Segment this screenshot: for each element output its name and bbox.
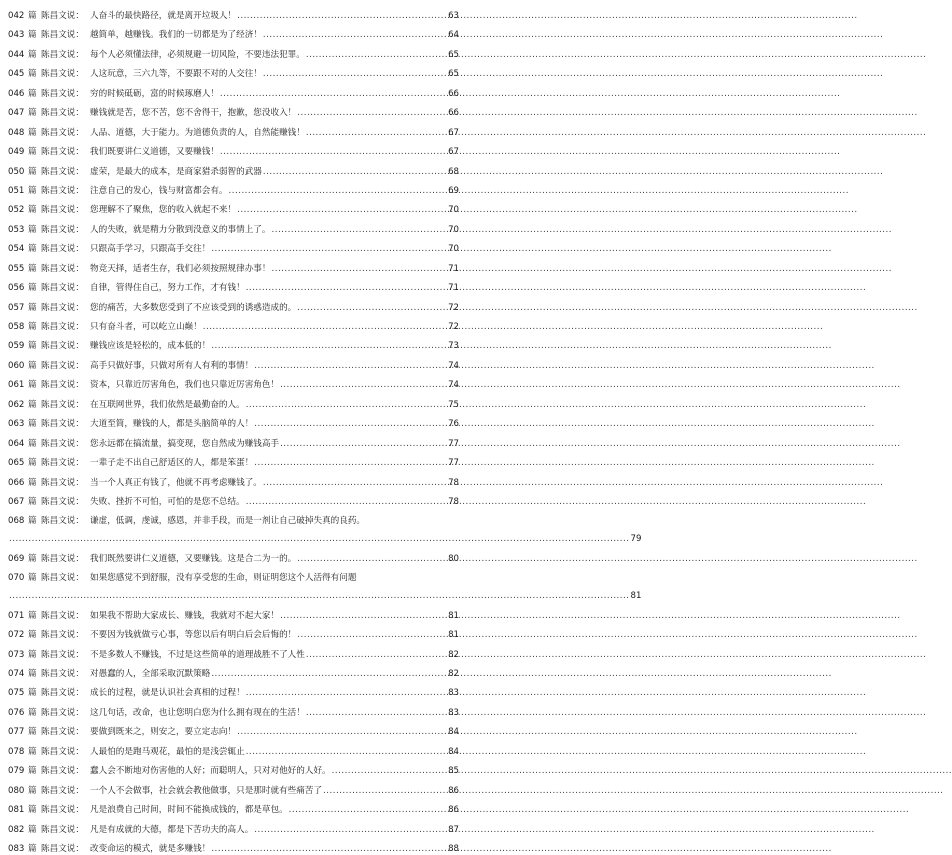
entry-author: 陈昌文说： <box>41 380 84 391</box>
entry-page-number: 67 <box>448 127 459 138</box>
entry-number: 068 <box>8 516 25 527</box>
entry-title: 这几句话，改命，也让您明白您为什么拥有现在的生活！ <box>90 707 305 718</box>
entry-title: 我们既要讲仁义道德，又要赚钱！ <box>90 147 219 158</box>
entry-page-number: 68 <box>448 166 459 177</box>
entry-page-number: 84 <box>448 727 459 738</box>
entry-author: 陈昌文说： <box>41 688 84 699</box>
toc-entry[interactable] <box>8 10 459 22</box>
entry-page-number: 65 <box>448 49 459 60</box>
entry-title: 如果您感觉不到舒服，没有享受您的生命，则证明您这个人活得有问题 <box>90 573 357 584</box>
entry-number: 064 <box>8 438 25 449</box>
entry-number: 045 <box>8 69 25 80</box>
entry-chapter-marker: 篇 <box>28 127 37 138</box>
entry-page-number: 82 <box>448 669 459 679</box>
entry-author: 陈昌文说： <box>41 477 84 488</box>
entry-page-number: 66 <box>448 108 459 119</box>
toc-entry[interactable] <box>8 107 459 119</box>
entry-author: 陈昌文说： <box>41 458 84 469</box>
dot-leader <box>254 418 446 430</box>
entry-number: 083 <box>8 843 25 854</box>
toc-entry[interactable] <box>8 687 459 699</box>
dot-leader <box>237 726 446 738</box>
dot-leader <box>229 185 446 197</box>
entry-number: 081 <box>8 805 25 816</box>
entry-title: 凡是有成就的大德，都是下苦功夫的高人。 <box>90 824 254 835</box>
dot-leader <box>297 553 446 565</box>
entry-title: 您永远都在搞流量，搞变现，您自然成为赚钱高手 <box>90 438 280 449</box>
entry-author: 陈昌文说： <box>41 669 84 679</box>
entry-page-number: 88 <box>448 843 459 854</box>
toc-entry[interactable] <box>8 629 459 641</box>
entry-chapter-marker: 篇 <box>28 477 37 488</box>
entry-title: 自律，管得住自己，努力工作，才有钱！ <box>90 283 245 294</box>
entry-title: 对愚蠢的人，全部采取沉默策略 <box>90 669 211 679</box>
entry-chapter-marker: 篇 <box>28 553 37 564</box>
dot-leader <box>246 687 446 699</box>
entry-chapter-marker: 篇 <box>28 244 37 255</box>
toc-list <box>8 610 459 855</box>
entry-title: 虚荣，是最大的成本，是商家猎杀弱智的武器 <box>90 166 262 177</box>
entry-page-number: 69 <box>448 185 459 196</box>
entry-number: 053 <box>8 224 25 235</box>
dot-leader <box>9 533 630 545</box>
entry-chapter-marker: 篇 <box>28 805 37 816</box>
entry-title: 赚钱应该是轻松的，成本低的！ <box>90 341 211 352</box>
entry-author: 陈昌文说： <box>41 496 84 507</box>
entry-page-number: 67 <box>448 147 459 158</box>
dot-leader <box>254 824 446 836</box>
entry-title: 人品、道德，大于能力。为道德负责的人，自然能赚钱！ <box>90 127 305 138</box>
toc-entry[interactable] <box>8 553 459 565</box>
entry-page-number: 64 <box>448 30 459 41</box>
entry-title: 不要因为钱就做亏心事，等您以后有明白后会后悔的！ <box>90 630 297 641</box>
entry-page-number: 71 <box>448 283 459 294</box>
entry-page-number: 74 <box>448 380 459 391</box>
entry-author: 陈昌文说： <box>41 746 84 757</box>
entry-page-number: 70 <box>448 224 459 235</box>
entry-number: 057 <box>8 302 25 313</box>
entry-chapter-marker: 篇 <box>28 166 37 177</box>
entry-number: 059 <box>8 341 25 352</box>
entry-page-number: 78 <box>448 477 459 488</box>
dot-leader <box>306 49 446 61</box>
entry-author: 陈昌文说： <box>41 147 84 158</box>
entry-page-number: 78 <box>448 496 459 507</box>
entry-page-number: 73 <box>448 341 459 352</box>
entry-title: 在互联网世界，我们依然是最勤奋的人。 <box>90 399 245 410</box>
toc-list <box>8 10 459 508</box>
entry-page-number: 70 <box>448 244 459 255</box>
entry-number: 069 <box>8 553 25 564</box>
entry-title: 物竞天择，适者生存，我们必须按照规律办事！ <box>90 263 271 274</box>
toc-entry[interactable] <box>8 224 459 236</box>
toc-list-wrapped <box>8 515 642 545</box>
entry-title: 每个人必须懂法律，必须规避一切风险，不要违法犯罪。 <box>90 49 305 60</box>
entry-page-number: 86 <box>448 785 459 796</box>
entry-page-number: 72 <box>448 322 459 332</box>
dot-leader <box>9 590 630 602</box>
entry-number: 074 <box>8 669 25 679</box>
entry-author: 陈昌文说： <box>41 341 84 352</box>
toc-entry[interactable] <box>8 785 459 797</box>
entry-author: 陈昌文说： <box>41 185 84 196</box>
entry-page-number: 70 <box>448 205 459 216</box>
entry-author: 陈昌文说： <box>41 843 84 854</box>
entry-author: 陈昌文说： <box>41 707 84 718</box>
dot-leader <box>211 340 446 352</box>
dot-leader <box>323 785 446 797</box>
dot-leader <box>271 224 446 236</box>
toc-entry[interactable] <box>8 263 459 275</box>
entry-number: 066 <box>8 477 25 488</box>
entry-page-number: 79 <box>630 534 642 545</box>
entry-author: 陈昌文说： <box>41 224 84 235</box>
entry-author: 陈昌文说： <box>41 322 84 332</box>
toc-entry[interactable] <box>8 765 459 777</box>
entry-title: 不是多数人不赚钱，不过是这些简单的道理战胜不了人性 <box>90 649 305 660</box>
toc-entry[interactable] <box>8 127 459 139</box>
entry-number: 067 <box>8 496 25 507</box>
entry-title: 人奋斗的最快路径，就是离开垃圾人！ <box>90 11 237 21</box>
dot-leader <box>280 610 446 622</box>
toc-entry[interactable] <box>8 726 459 738</box>
entry-chapter-marker: 篇 <box>28 399 37 410</box>
toc-entry[interactable] <box>8 457 459 469</box>
entry-number: 076 <box>8 707 25 718</box>
entry-number: 043 <box>8 30 25 41</box>
entry-number: 079 <box>8 766 25 777</box>
dot-leader <box>263 477 446 489</box>
toc-entry[interactable] <box>8 29 459 41</box>
entry-chapter-marker: 篇 <box>28 185 37 196</box>
entry-page-number: 63 <box>448 11 459 21</box>
dot-leader <box>306 649 446 661</box>
entry-number: 052 <box>8 205 25 216</box>
entry-author: 陈昌文说： <box>41 553 84 564</box>
entry-chapter-marker: 篇 <box>28 610 37 621</box>
entry-title: 高手只做好事，只做对所有人有利的事情！ <box>90 360 254 371</box>
entry-chapter-marker: 篇 <box>28 516 37 527</box>
entry-page-number: 83 <box>448 688 459 699</box>
toc-entry[interactable] <box>8 399 459 411</box>
dot-leader <box>280 438 446 450</box>
dot-leader <box>254 360 446 372</box>
entry-page-number: 87 <box>448 824 459 835</box>
entry-chapter-marker: 篇 <box>28 360 37 371</box>
entry-number: 046 <box>8 88 25 99</box>
toc-entry[interactable] <box>8 843 459 855</box>
toc-entry[interactable] <box>8 243 459 255</box>
dot-leader <box>263 29 446 41</box>
entry-author: 陈昌文说： <box>41 766 84 777</box>
toc-entry[interactable] <box>8 360 459 372</box>
entry-number: 054 <box>8 244 25 255</box>
toc-entry[interactable] <box>8 477 459 489</box>
dot-leader <box>297 629 446 641</box>
entry-author: 陈昌文说： <box>41 360 84 371</box>
entry-title: 人这玩意，三六九等，不要跟不对的人交往！ <box>90 69 262 80</box>
entry-number: 070 <box>8 573 25 584</box>
entry-title: 当一个人真正有钱了，他就不再考虑赚钱了。 <box>90 477 262 488</box>
entry-title: 凡是浪费自己时间，时间不能换成钱的，都是草包。 <box>90 805 288 816</box>
entry-number: 049 <box>8 147 25 158</box>
entry-number: 063 <box>8 419 25 430</box>
entry-chapter-marker: 篇 <box>28 224 37 235</box>
dot-leader <box>263 68 446 80</box>
entry-page-number: 82 <box>448 649 459 660</box>
toc-entry[interactable] <box>8 185 459 197</box>
dot-leader <box>237 10 446 22</box>
toc-entry[interactable] <box>8 166 459 178</box>
entry-chapter-marker: 篇 <box>28 322 37 332</box>
entry-title: 谦虚，低调，虔诚，感恩，并非手段，而是一剂让自己破掉失真的良药。 <box>90 516 366 527</box>
entry-chapter-marker: 篇 <box>28 766 37 777</box>
entry-page-number: 74 <box>448 360 459 371</box>
toc-entry[interactable] <box>8 649 459 661</box>
entry-chapter-marker: 篇 <box>28 11 37 21</box>
dot-leader <box>203 321 446 333</box>
toc-entry[interactable] <box>8 379 459 391</box>
entry-author: 陈昌文说： <box>41 419 84 430</box>
toc-entry[interactable] <box>8 668 459 680</box>
entry-chapter-marker: 篇 <box>28 419 37 430</box>
entry-number: 080 <box>8 785 25 796</box>
toc-entry[interactable] <box>8 804 459 816</box>
entry-title: 失败、挫折不可怕，可怕的是您不总结。 <box>90 496 245 507</box>
entry-author: 陈昌文说： <box>41 630 84 641</box>
entry-page-number: 84 <box>448 746 459 757</box>
dot-leader <box>246 282 446 294</box>
dot-leader <box>246 746 446 758</box>
entry-page-number: 65 <box>448 69 459 80</box>
dot-leader <box>254 457 446 469</box>
toc-entry[interactable] <box>8 707 459 719</box>
dot-leader <box>220 146 446 158</box>
entry-number: 075 <box>8 688 25 699</box>
toc-entry[interactable] <box>8 610 459 622</box>
entry-chapter-marker: 篇 <box>28 108 37 119</box>
entry-author: 陈昌文说： <box>41 283 84 294</box>
entry-number: 073 <box>8 649 25 660</box>
entry-chapter-marker: 篇 <box>28 302 37 313</box>
entry-author: 陈昌文说： <box>41 263 84 274</box>
entry-page-number: 66 <box>448 88 459 99</box>
entry-chapter-marker: 篇 <box>28 283 37 294</box>
entry-title: 只跟高手学习，只跟高手交往！ <box>90 244 211 255</box>
toc-entry[interactable] <box>8 302 459 314</box>
entry-number: 056 <box>8 283 25 294</box>
entry-page-number: 83 <box>448 707 459 718</box>
entry-title: 改变命运的模式，就是多赚钱！ <box>90 843 211 854</box>
entry-page-number: 77 <box>448 458 459 469</box>
toc-entry[interactable] <box>8 746 459 758</box>
entry-number: 044 <box>8 49 25 60</box>
entry-author: 陈昌文说： <box>41 399 84 410</box>
entry-title: 人的失败，就是精力分散到没意义的事情上了。 <box>90 224 271 235</box>
toc-entry[interactable] <box>8 88 459 100</box>
toc-list <box>8 553 459 565</box>
entry-title: 越简单，越赚钱。我们的一切都是为了经济！ <box>90 30 262 41</box>
entry-author: 陈昌文说： <box>41 88 84 99</box>
entry-author: 陈昌文说： <box>41 49 84 60</box>
entry-author: 陈昌文说： <box>41 127 84 138</box>
toc-entry[interactable] <box>8 438 459 450</box>
toc-entry[interactable] <box>8 146 459 158</box>
entry-page-number: 77 <box>448 438 459 449</box>
toc-list-wrapped <box>8 572 642 602</box>
entry-number: 055 <box>8 263 25 274</box>
entry-chapter-marker: 篇 <box>28 49 37 60</box>
entry-title: 您理解不了聚焦，您的收入就起不来！ <box>90 205 237 216</box>
entry-number: 060 <box>8 360 25 371</box>
entry-title: 只有奋斗者，可以屹立山巅！ <box>90 322 202 332</box>
entry-page-number: 86 <box>448 805 459 816</box>
entry-number: 061 <box>8 380 25 391</box>
dot-leader <box>271 263 446 275</box>
entry-title: 资本，只靠近厉害角色，我们也只靠近厉害角色！ <box>90 380 280 391</box>
entry-title: 大道至简，赚钱的人，都是头脑简单的人！ <box>90 419 254 430</box>
dot-leader <box>211 668 446 680</box>
entry-number: 071 <box>8 610 25 621</box>
toc-entry[interactable] <box>8 418 459 430</box>
toc-entry[interactable] <box>8 340 459 352</box>
entry-number: 050 <box>8 166 25 177</box>
entry-author: 陈昌文说： <box>41 573 84 584</box>
entry-chapter-marker: 篇 <box>28 496 37 507</box>
entry-author: 陈昌文说： <box>41 438 84 449</box>
entry-title: 成长的过程，就是认识社会真相的过程！ <box>90 688 245 699</box>
entry-author: 陈昌文说： <box>41 785 84 796</box>
entry-page-number: 75 <box>448 399 459 410</box>
entry-chapter-marker: 篇 <box>28 263 37 274</box>
entry-author: 陈昌文说： <box>41 649 84 660</box>
entry-chapter-marker: 篇 <box>28 438 37 449</box>
entry-title: 穷的时候砥砺，富的时候琢磨人！ <box>90 88 219 99</box>
entry-page-number: 72 <box>448 302 459 313</box>
toc-entry[interactable] <box>8 68 459 80</box>
entry-number: 077 <box>8 727 25 738</box>
entry-number: 082 <box>8 824 25 835</box>
dot-leader <box>211 243 446 255</box>
entry-chapter-marker: 篇 <box>28 341 37 352</box>
entry-title: 要做到既来之，则安之，要立定志向！ <box>90 727 237 738</box>
entry-title: 蠢人会不断地对伤害他的人好；而聪明人，只对对他好的人好。 <box>90 766 331 777</box>
dot-leader <box>246 399 446 411</box>
entry-chapter-marker: 篇 <box>28 649 37 660</box>
dot-leader <box>237 204 446 216</box>
entry-chapter-marker: 篇 <box>28 205 37 216</box>
entry-chapter-marker: 篇 <box>28 380 37 391</box>
dot-leader <box>211 843 446 855</box>
dot-leader <box>297 107 446 119</box>
entry-author: 陈昌文说： <box>41 69 84 80</box>
dot-leader <box>306 707 446 719</box>
dot-leader <box>297 302 446 314</box>
entry-chapter-marker: 篇 <box>28 746 37 757</box>
entry-chapter-marker: 篇 <box>28 727 37 738</box>
entry-chapter-marker: 篇 <box>28 824 37 835</box>
toc-entry[interactable] <box>8 515 642 545</box>
entry-page-number: 80 <box>448 553 459 564</box>
entry-title: 如果我不帮助大家成长、赚钱，我就对不起大家！ <box>90 610 280 621</box>
entry-title: 注意自己的发心，钱与财富都会有。 <box>90 185 228 196</box>
entry-chapter-marker: 篇 <box>28 147 37 158</box>
entry-chapter-marker: 篇 <box>28 88 37 99</box>
entry-author: 陈昌文说： <box>41 108 84 119</box>
dot-leader <box>263 166 446 178</box>
entry-number: 047 <box>8 108 25 119</box>
entry-page-number: 76 <box>448 419 459 430</box>
entry-chapter-marker: 篇 <box>28 669 37 679</box>
dot-leader <box>246 496 446 508</box>
entry-author: 陈昌文说： <box>41 727 84 738</box>
entry-author: 陈昌文说： <box>41 244 84 255</box>
entry-page-number: 81 <box>448 630 459 641</box>
entry-number: 048 <box>8 127 25 138</box>
entry-chapter-marker: 篇 <box>28 630 37 641</box>
toc-entry[interactable] <box>8 824 459 836</box>
entry-chapter-marker: 篇 <box>28 688 37 699</box>
entry-author: 陈昌文说： <box>41 11 84 21</box>
dot-leader <box>289 804 446 816</box>
entry-title: 一个人不会做事，社会就会教他做事，只是那时就有些痛苦了 <box>90 785 323 796</box>
entry-chapter-marker: 篇 <box>28 843 37 854</box>
entry-author: 陈昌文说： <box>41 166 84 177</box>
entry-author: 陈昌文说： <box>41 302 84 313</box>
toc-entry[interactable] <box>8 204 459 216</box>
entry-author: 陈昌文说： <box>41 805 84 816</box>
dot-leader <box>306 127 446 139</box>
entry-author: 陈昌文说： <box>41 824 84 835</box>
dot-leader <box>280 379 446 391</box>
entry-title: 我们既然要讲仁义道德，又要赚钱。这是合二为一的。 <box>90 553 297 564</box>
entry-author: 陈昌文说： <box>41 610 84 621</box>
entry-title: 一辈子走不出自己舒适区的人，都是笨蛋！ <box>90 458 254 469</box>
toc-entry[interactable] <box>8 282 459 294</box>
entry-chapter-marker: 篇 <box>28 30 37 41</box>
entry-page-number: 71 <box>448 263 459 274</box>
entry-number: 065 <box>8 458 25 469</box>
dot-leader <box>220 88 446 100</box>
toc-entry[interactable] <box>8 321 459 333</box>
toc-entry[interactable] <box>8 496 459 508</box>
entry-number: 078 <box>8 746 25 757</box>
entry-chapter-marker: 篇 <box>28 707 37 718</box>
entry-title: 赚钱就是苦，您不苦，您不舍得干，抱歉，您没收入！ <box>90 108 297 119</box>
entry-number: 072 <box>8 630 25 641</box>
entry-chapter-marker: 篇 <box>28 458 37 469</box>
entry-chapter-marker: 篇 <box>28 69 37 80</box>
toc-entry[interactable] <box>8 49 459 61</box>
dot-leader <box>332 765 446 777</box>
entry-page-number: 81 <box>448 610 459 621</box>
entry-chapter-marker: 篇 <box>28 785 37 796</box>
entry-author: 陈昌文说： <box>41 516 84 527</box>
entry-title: 您的痛苦，大多数您受到了不应该受到的诱惑造成的。 <box>90 302 297 313</box>
toc-entry[interactable] <box>8 572 642 602</box>
entry-number: 051 <box>8 185 25 196</box>
entry-page-number: 81 <box>630 591 642 602</box>
entry-chapter-marker: 篇 <box>28 573 37 584</box>
entry-number: 042 <box>8 11 25 21</box>
entry-number: 062 <box>8 399 25 410</box>
entry-author: 陈昌文说： <box>41 30 84 41</box>
entry-number: 058 <box>8 322 25 332</box>
entry-page-number: 85 <box>448 766 459 777</box>
entry-author: 陈昌文说： <box>41 205 84 216</box>
entry-title: 人最怕的是跑马观花，最怕的是浅尝辄止 <box>90 746 245 757</box>
